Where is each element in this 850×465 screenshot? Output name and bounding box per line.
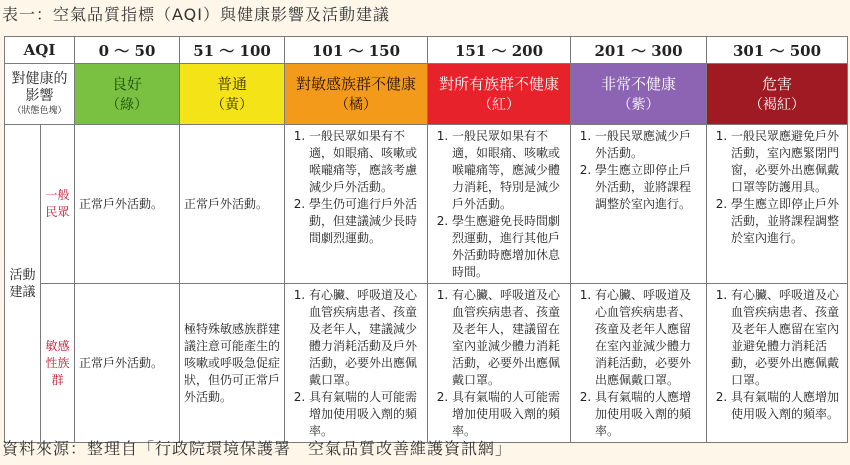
group-general: 一般民眾 bbox=[41, 125, 75, 284]
sensitive-cell bbox=[571, 284, 707, 443]
general-cell bbox=[707, 125, 848, 284]
advice-item: 2. 具有氣喘的人可能需增加使用吸入劑的頻率。 bbox=[452, 389, 566, 440]
range-0: 0 ～ 50 bbox=[75, 37, 180, 64]
level-color-name: （紫） bbox=[617, 96, 660, 113]
advice-list bbox=[575, 287, 702, 440]
level-name: 對敏感族群不健康 bbox=[296, 74, 417, 93]
aqi-header: AQI bbox=[5, 37, 75, 64]
level-unhealthy-all bbox=[428, 64, 571, 125]
level-name: 非常不健康 bbox=[601, 74, 677, 93]
level-very-unhealthy bbox=[571, 64, 707, 125]
advice-list bbox=[432, 128, 566, 281]
level-good bbox=[75, 64, 180, 125]
advice-item: 1. 一般民眾應減少戶外活動。 bbox=[595, 128, 702, 162]
header-row bbox=[5, 37, 848, 64]
level-color-name: （黃） bbox=[211, 96, 254, 113]
impact-sublabel: （狀態色塊） bbox=[12, 105, 67, 116]
range-3: 151 ～ 200 bbox=[428, 37, 571, 64]
general-cell bbox=[571, 125, 707, 284]
general-cell bbox=[428, 125, 571, 284]
level-color-name: （橘） bbox=[335, 96, 378, 113]
level-name: 良好 bbox=[112, 74, 143, 93]
advice-item: 1. 有心臟、呼吸道及心血管疾病患者、孩童及老年人應留在室內並避免體力消耗活動，必要外出應佩戴口罩。 bbox=[731, 287, 843, 389]
impact-row bbox=[5, 64, 848, 125]
source-note: 資料來源：整理自「行政院環境保護署 空氣品質改善維護資訊網」 bbox=[2, 439, 513, 458]
advice-item: 2. 學生應立即停止戶外活動，並將課程調整於室內進行。 bbox=[595, 162, 702, 213]
general-cell: 正常戶外活動。 bbox=[180, 125, 285, 284]
table-title: 表一：空氣品質指標（AQI）與健康影響及活動建議 bbox=[2, 5, 390, 24]
advice-item: 1. 有心臟、呼吸道及心血管疾病患者、孩童及老年人，建議減少體力消耗活動及戶外活動，必要外出應佩戴口罩。 bbox=[309, 287, 423, 389]
aqi-table bbox=[4, 36, 848, 443]
level-color-name: （褐紅） bbox=[749, 96, 806, 113]
impact-label-cell bbox=[5, 64, 75, 125]
activity-label: 活動建議 bbox=[5, 125, 41, 443]
advice-list bbox=[289, 287, 423, 440]
sensitive-cell bbox=[707, 284, 848, 443]
sensitive-cell bbox=[285, 284, 428, 443]
level-unhealthy-sensitive bbox=[285, 64, 428, 125]
advice-item: 1. 一般民眾如果有不適，如眼痛、咳嗽或喉嚨痛等，應減少體力消耗，特別是減少戶外活動。 bbox=[452, 128, 566, 213]
general-cell bbox=[285, 125, 428, 284]
range-2: 101 ～ 150 bbox=[285, 37, 428, 64]
advice-item: 1. 一般民眾應避免戶外活動，室內應緊閉門窗，必要外出應佩戴口罩等防護用具。 bbox=[731, 128, 843, 196]
general-row bbox=[5, 125, 848, 284]
advice-list bbox=[711, 287, 843, 423]
sensitive-cell: 正常戶外活動。 bbox=[75, 284, 180, 443]
advice-list bbox=[432, 287, 566, 440]
advice-item: 1. 有心臟、呼吸道及心血管疾病患者、孩童及老年人應留在室內並減少體力消耗活動，必要外出應佩戴口罩。 bbox=[595, 287, 702, 389]
advice-list bbox=[289, 128, 423, 247]
range-5: 301 ～ 500 bbox=[707, 37, 848, 64]
advice-item: 2. 學生仍可進行戶外活動，但建議減少長時間劇烈運動。 bbox=[309, 196, 423, 247]
level-name: 對所有族群不健康 bbox=[439, 74, 560, 93]
advice-item: 2. 學生應立即停止戶外活動，並將課程調整於室內進行。 bbox=[731, 196, 843, 247]
level-name: 危害 bbox=[762, 74, 793, 93]
advice-item: 2. 具有氣喘的人應增加使用吸入劑的頻率。 bbox=[595, 389, 702, 440]
range-4: 201 ～ 300 bbox=[571, 37, 707, 64]
advice-list bbox=[711, 128, 843, 247]
range-1: 51 ～ 100 bbox=[180, 37, 285, 64]
sensitive-cell bbox=[428, 284, 571, 443]
level-hazardous bbox=[707, 64, 848, 125]
advice-item: 1. 一般民眾如果有不適，如眼痛、咳嗽或喉嚨痛等，應該考慮減少戶外活動。 bbox=[309, 128, 423, 196]
level-color-name: （紅） bbox=[478, 96, 521, 113]
level-moderate bbox=[180, 64, 285, 125]
sensitive-row bbox=[5, 284, 848, 443]
advice-item: 2. 學生應避免長時間劇烈運動，進行其他戶外活動時應增加休息時間。 bbox=[452, 213, 566, 281]
advice-item: 2. 具有氣喘的人可能需增加使用吸入劑的頻率。 bbox=[309, 389, 423, 440]
sensitive-cell: 極特殊敏感族群建議注意可能產生的咳嗽或呼吸急促症狀，但仍可正常戶外活動。 bbox=[180, 284, 285, 443]
advice-item: 2. 具有氣喘的人應增加使用吸入劑的頻率。 bbox=[731, 389, 843, 423]
advice-list bbox=[575, 128, 702, 213]
level-name: 普通 bbox=[217, 74, 248, 93]
advice-item: 1. 有心臟、呼吸道及心血管疾病患者、孩童及老年人，建議留在室內並減少體力消耗活動，必要外出應佩戴口罩。 bbox=[452, 287, 566, 389]
group-sensitive: 敏感性族群 bbox=[41, 284, 75, 443]
general-cell: 正常戶外活動。 bbox=[75, 125, 180, 284]
impact-label: 對健康的影響 bbox=[11, 70, 68, 104]
level-color-name: （綠） bbox=[106, 96, 149, 113]
